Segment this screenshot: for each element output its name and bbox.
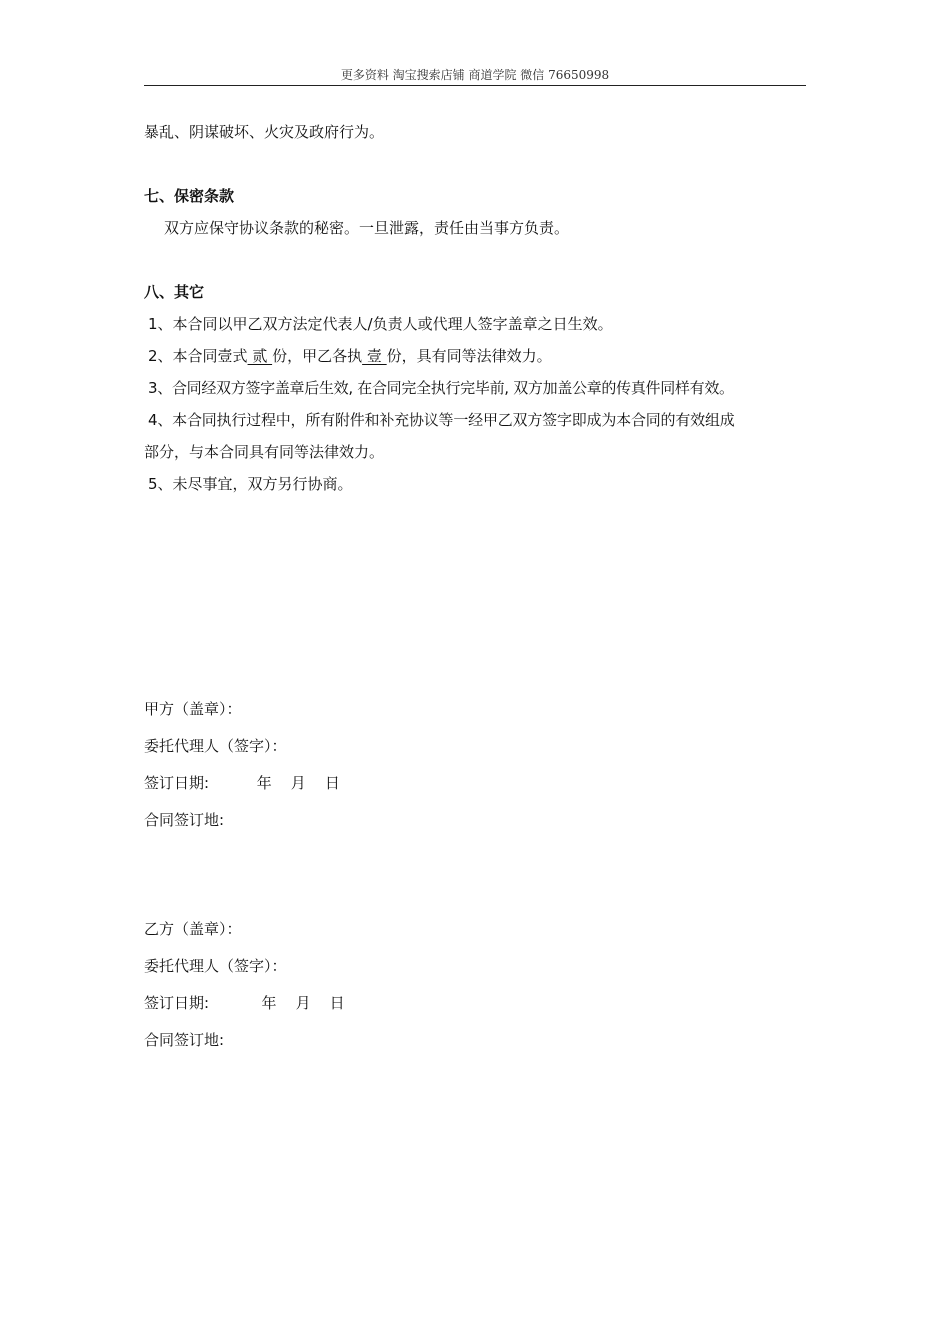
section-8-item-3: 3、合同经双方签字盖章后生效, 在合同完全执行完毕前, 双方加盖公章的传真件同样有效。	[148, 379, 734, 397]
party-b-place: 合同签订地:	[144, 1031, 225, 1049]
section-8-item-2	[148, 346, 552, 366]
item-2-pre: 2、本合同壹式	[148, 347, 248, 365]
section-7-text: 双方应保守协议条款的秘密。一旦泄露，责任由当事方负责。	[164, 219, 570, 237]
paragraph-force-majeure-tail: 暴乱、阴谋破坏、火灾及政府行为。	[144, 123, 385, 141]
party-a-date: 签订日期: 年 月 日	[144, 774, 340, 792]
item-2-mid: 份，甲乙各执	[272, 347, 363, 365]
copies-count: 贰	[247, 347, 273, 365]
section-7-title: 七、保密条款	[144, 187, 235, 205]
party-b-agent: 委托代理人（签字）：	[144, 957, 287, 975]
section-8-item-4-line-2: 部分，与本合同具有同等法律效力。	[144, 443, 385, 461]
party-b-seal: 乙方（盖章）：	[144, 920, 242, 938]
party-a-seal: 甲方（盖章）：	[144, 700, 242, 718]
party-a-agent: 委托代理人（签字）：	[144, 737, 287, 755]
party-b-date: 签订日期: 年 月 日	[144, 994, 345, 1012]
item-2-post: 份，具有同等法律效力。	[386, 347, 552, 365]
section-8-item-4-line-1: 4、本合同执行过程中，所有附件和补充协议等一经甲乙双方签字即成为本合同的有效组成	[148, 411, 735, 429]
header-divider	[144, 85, 806, 86]
page-header: 更多资料 淘宝搜索店铺 商道学院 微信 76650998	[340, 68, 610, 82]
section-8-item-5: 5、未尽事宜，双方另行协商。	[148, 475, 353, 493]
section-8-item-1: 1、本合同以甲乙双方法定代表人/负责人或代理人签字盖章之日生效。	[148, 315, 613, 333]
party-a-place: 合同签订地:	[144, 811, 225, 829]
copies-each: 壹	[362, 347, 387, 365]
section-8-title: 八、其它	[144, 283, 205, 301]
